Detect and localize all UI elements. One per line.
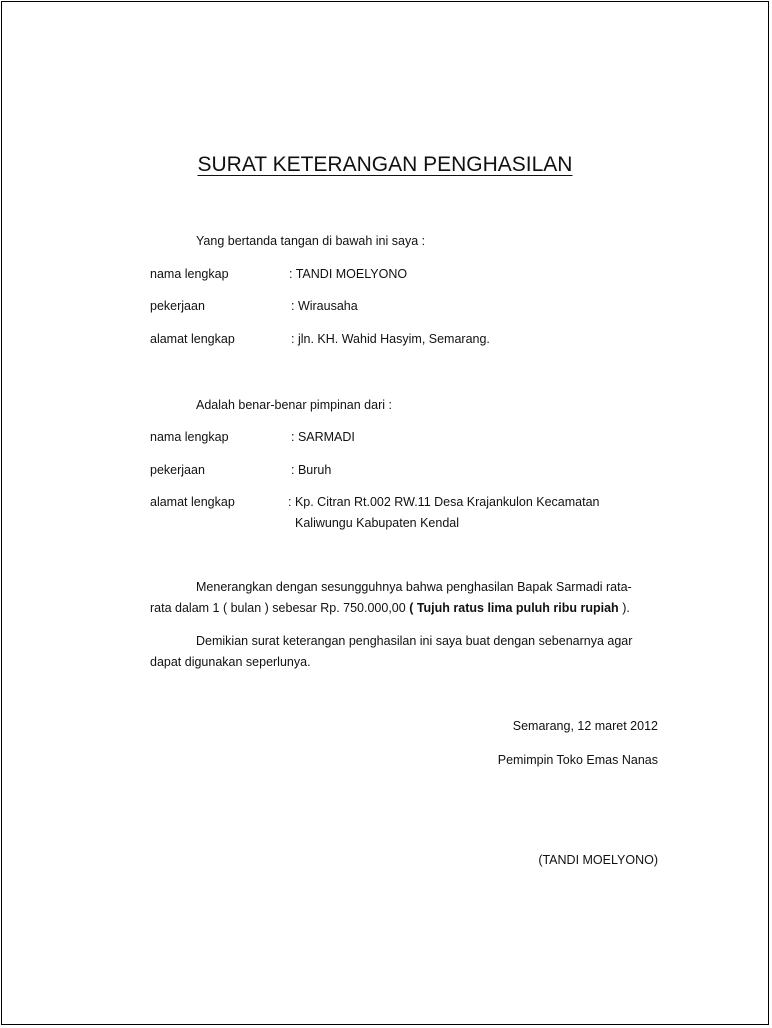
subject-intro: Adalah benar-benar pimpinan dari : [196,398,392,412]
signer-address-label: alamat lengkap [150,332,235,346]
income-statement-line1: Menerangkan dengan sesungguhnya bahwa penghasilan Bapak Sarmadi rata- [196,580,632,594]
signer-address-value: : jln. KH. Wahid Hasyim, Semarang. [291,332,490,346]
closing-statement-line1: Demikian surat keterangan penghasilan ini saya buat dengan sebenarnya agar [196,634,633,648]
letter-page [1,1,769,1025]
signer-title: Pemimpin Toko Emas Nanas [497,753,658,767]
signer-job-value: : Wirausaha [291,299,358,313]
subject-address-value-line2: Kaliwungu Kabupaten Kendal [295,516,460,530]
document-title [2,152,768,178]
subject-name-value: : SARMADI [291,430,355,444]
signer-intro: Yang bertanda tangan di bawah ini saya : [196,234,426,248]
signature-name: (TANDI MOELYONO) [538,853,658,867]
income-amount-words: ( Tujuh ratus lima puluh ribu rupiah [409,601,619,615]
signer-name-value: : TANDI MOELYONO [289,267,408,281]
closing-statement-line2: dapat digunakan seperlunya. [150,655,311,669]
signer-job-label: pekerjaan [150,299,205,313]
income-amount-text: rata dalam 1 ( bulan ) sebesar Rp. 750.000,00 [150,601,406,615]
place-date: Semarang, 12 maret 2012 [512,719,658,733]
subject-job-label: pekerjaan [150,463,205,477]
income-amount-end: ). [622,601,630,615]
subject-name-label: nama lengkap [150,430,229,444]
subject-job-value: : Buruh [291,463,332,477]
income-statement-line2 [150,600,630,616]
subject-address-value-line1: : Kp. Citran Rt.002 RW.11 Desa Krajankulon Kecamatan [288,495,600,509]
signer-name-label: nama lengkap [150,267,229,281]
document-title-text: SURAT KETERANGAN PENGHASILAN [197,153,573,176]
subject-address-label: alamat lengkap [150,495,235,509]
